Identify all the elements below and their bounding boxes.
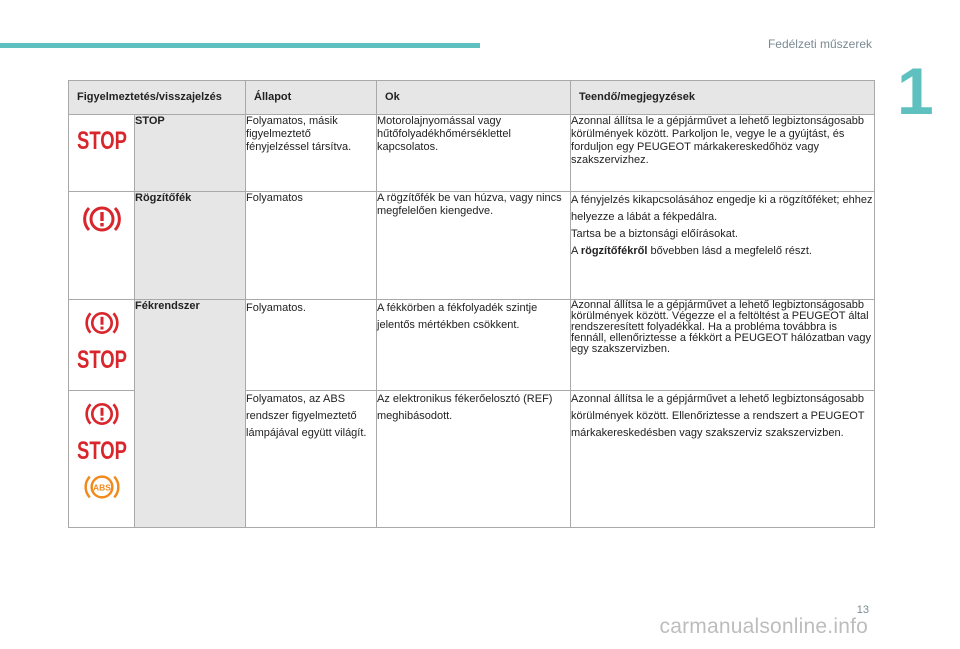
abs-icon [82,471,122,503]
parking-brake-link: rögzítőfékről [580,245,648,257]
table-row [69,192,875,300]
watermark: carmanualsonline.info [659,615,868,638]
stop-icon-text: STOP [76,437,127,465]
warning-lights-table [68,80,875,528]
stop-icon [76,344,128,374]
icon-cell [69,391,135,528]
brake-warning-icon [82,308,122,338]
icon-cell [69,300,135,391]
state-cell: Folyamatos, az ABS rendszer figyelmeztető lámpájával együtt világít. [246,391,377,528]
table-row [69,300,875,391]
cause-cell: Motorolajnyomással vagy hűtőfolyadékhőmérséklettel kapcsolatos. [377,115,571,192]
col-header-action: Teendő/megjegyzések [571,81,875,115]
action-line: A fényjelzés kikapcsolásához engedje ki a rögzítőféket; ehhez helyezze a lábát a fékpedálra. [571,194,873,223]
icon-cell [69,115,135,192]
col-header-cause: Ok [377,81,571,115]
stop-icon [76,435,128,465]
section-title: Fedélzeti műszerek [767,37,872,51]
brake-warning-icon [82,202,122,236]
state-cell: Folyamatos, másik figyelmeztető fényjelzéssel társítva. [246,115,377,192]
abs-icon-text: ABS [92,482,111,493]
header-accent-bar [0,43,480,48]
row-label: STOP [135,115,246,192]
state-cell: Folyamatos. [246,300,377,391]
table-header-row [69,81,875,115]
action-line: A rögzítőfékről bővebben lásd a megfelelő részt. [571,245,812,257]
row-label: Fékrendszer [135,300,246,528]
stop-icon [76,125,128,155]
table-row [69,115,875,192]
col-header-warning: Figyelmeztetés/visszajelzés [69,81,246,115]
action-cell [571,192,875,300]
action-cell: Azonnal állítsa le a gépjárművet a lehető legbiztonságosabb körülmények között. Ellenőriztesse a rendszert a PEUGEOT márkakereskedésben vagy szakszerviz szakszervizben. [571,391,875,528]
action-line: Tartsa be a biztonsági előírásokat. [571,228,738,240]
brake-warning-icon [82,399,122,429]
cause-cell: A rögzítőfék be van húzva, vagy nincs megfelelően kiengedve. [377,192,571,300]
cause-cell: A fékkörben a fékfolyadék szintje jelentős mértékben csökkent. [377,300,571,391]
action-cell: Azonnal állítsa le a gépjárművet a lehető legbiztonságosabb körülmények között. Végezze el a feltöltést a PEUGEOT által rendszeresített folyadékkal. Ha a probléma továbbra is fennáll, ellenőriztesse a fékkört a PEUGEOT hálózatban vagy egy szakszervizben. [571,300,875,391]
cause-cell: Az elektronikus fékerőelosztó (REF) meghibásodott. [377,391,571,528]
col-header-state: Állapot [246,81,377,115]
stop-icon-text: STOP [76,346,127,374]
icon-cell [69,192,135,300]
chapter-number: 1 [897,54,934,128]
stop-icon-text: STOP [76,127,127,155]
page-number: 13 [856,604,869,616]
state-cell: Folyamatos [246,192,377,300]
action-cell: Azonnal állítsa le a gépjárművet a lehető legbiztonságosabb körülmények között. Parkoljon le, vegye le a gyújtást, és forduljon egy PEUGEOT márkakereskedőhöz vagy szakszervizhez. [571,115,875,192]
row-label: Rögzítőfék [135,192,246,300]
